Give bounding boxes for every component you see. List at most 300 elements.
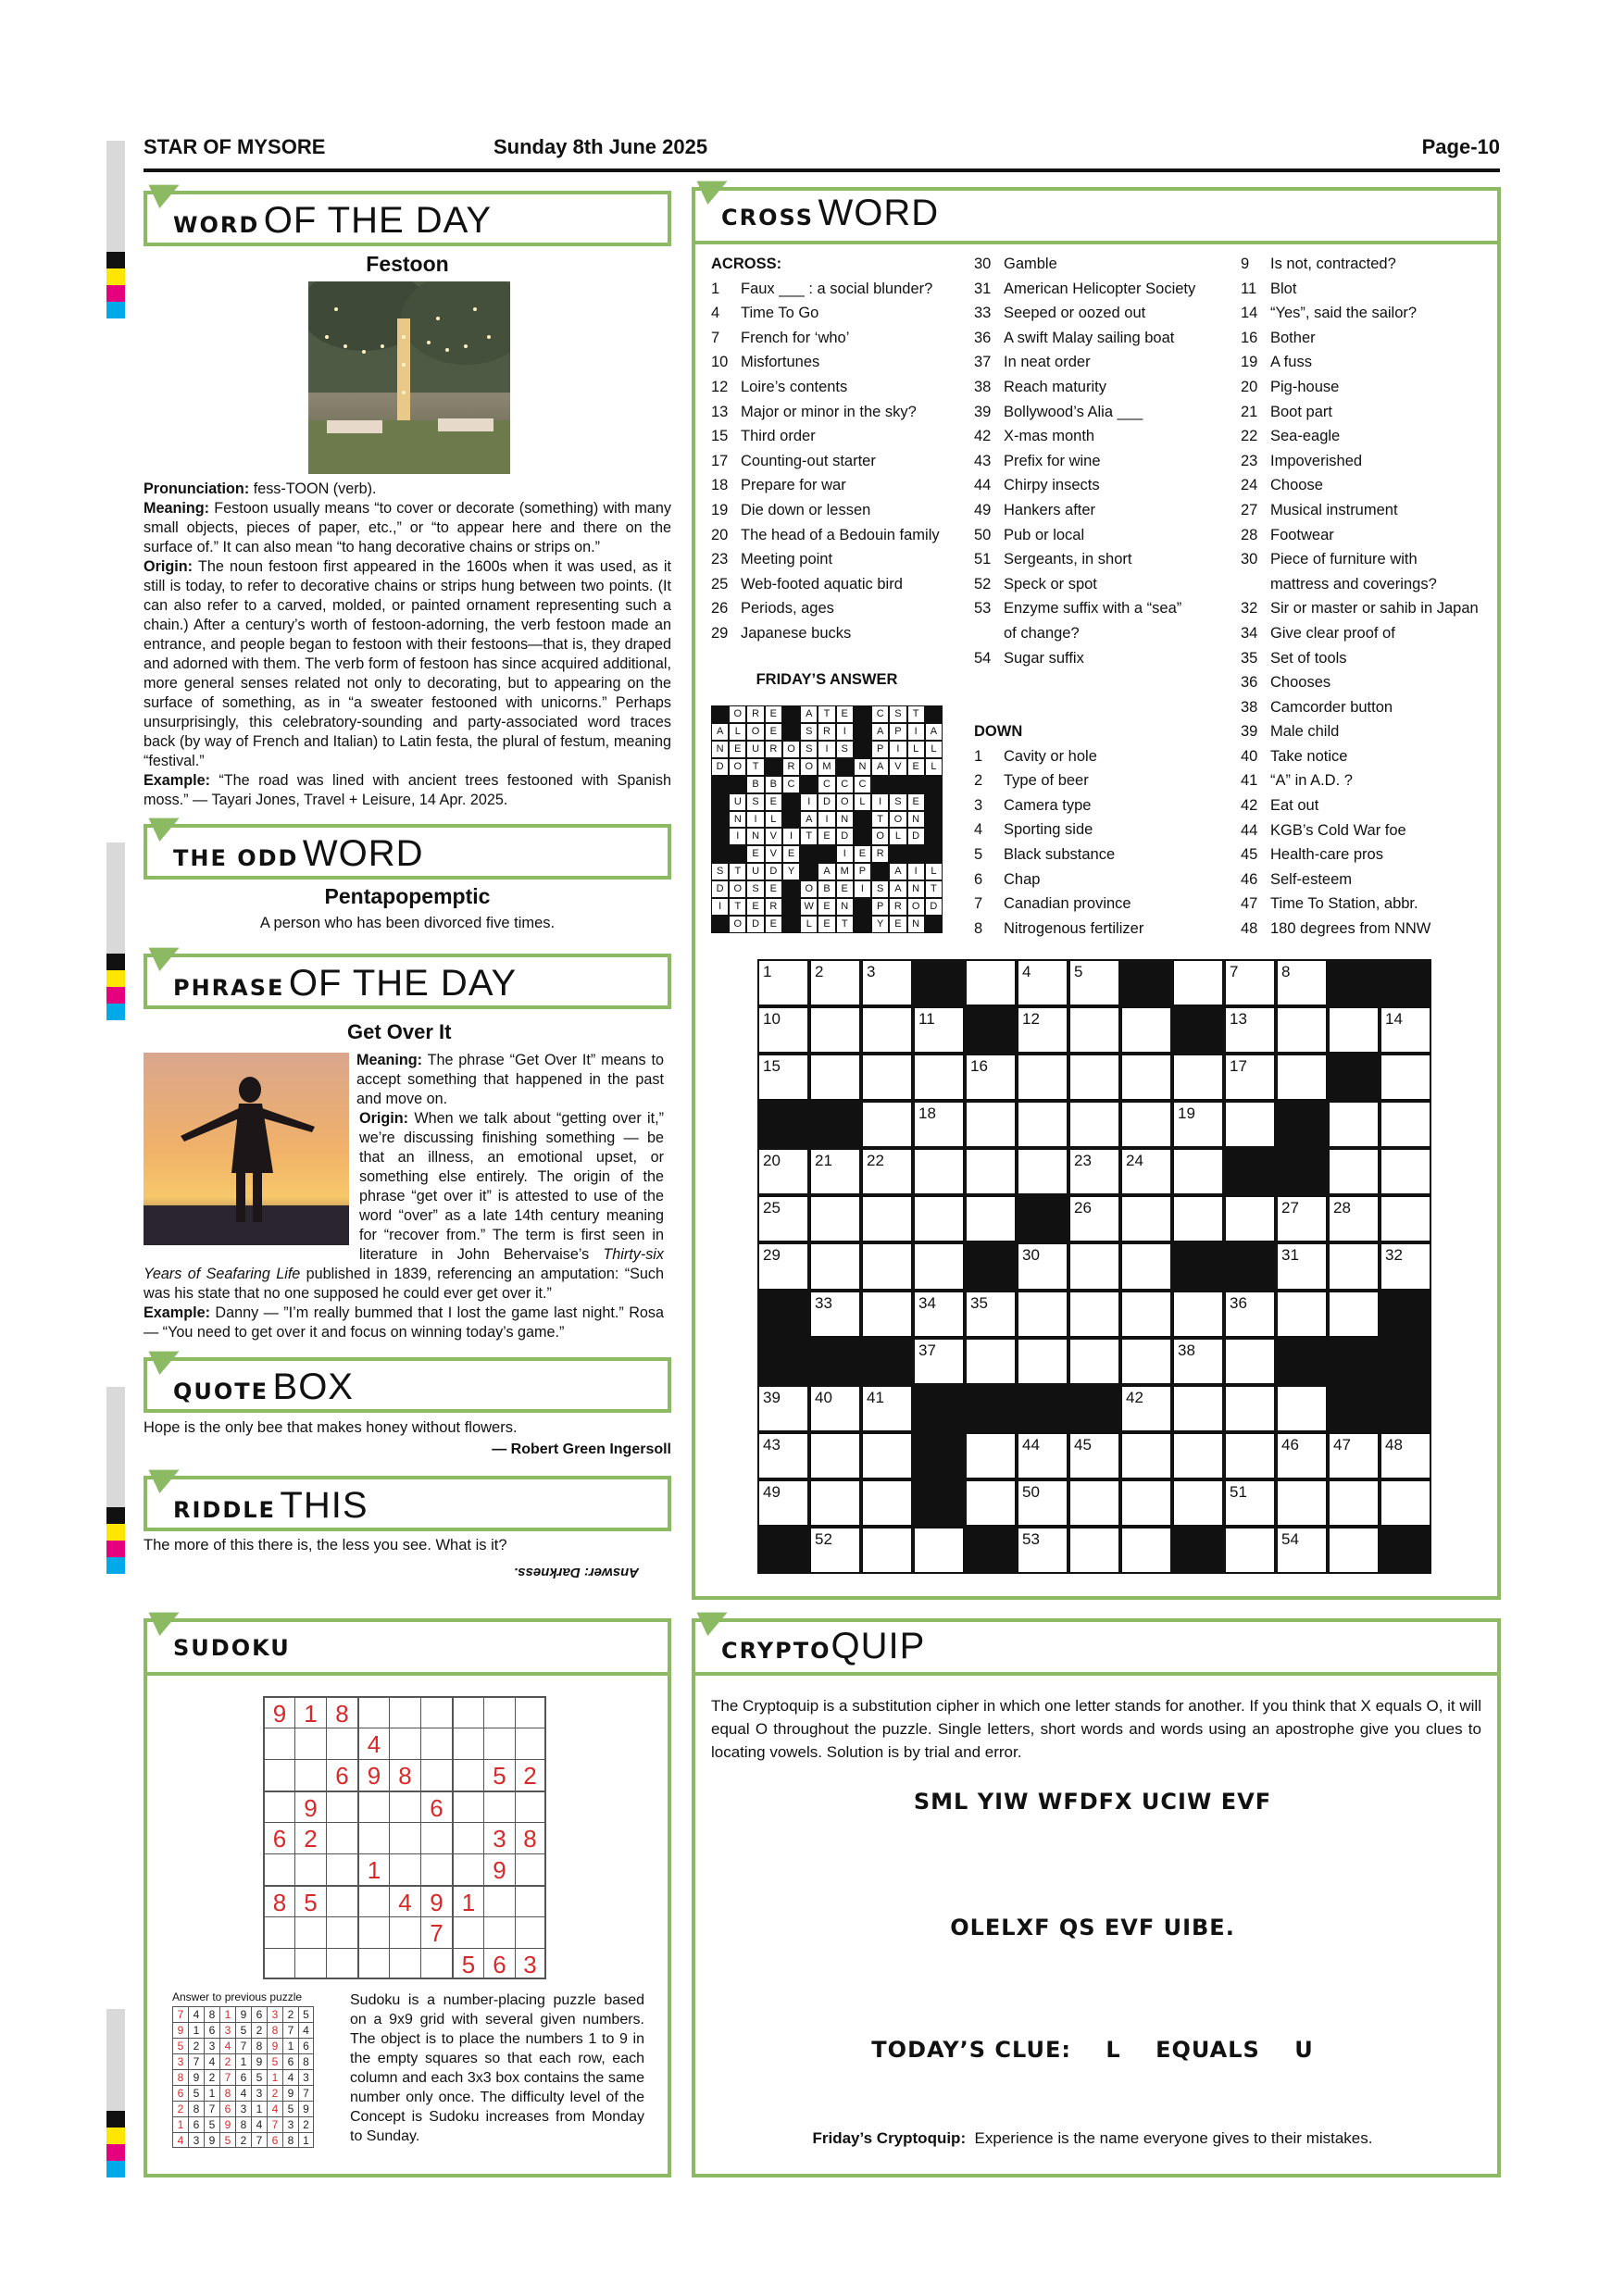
clue-number: 4 [974,821,983,839]
clue-text: Hankers after [1004,501,1096,518]
clue-item [1241,892,1500,917]
sudoku-cell[interactable]: 6 [326,1759,357,1791]
clue-number: 18 [711,477,729,494]
sudoku-cell[interactable] [483,1791,515,1822]
sudoku-cell[interactable]: 1 [452,1885,483,1916]
crossword-cell[interactable] [915,1055,963,1099]
answer-block [783,917,799,932]
clue-item [1241,719,1500,744]
previous-sudoku-cell: 8 [188,2101,204,2116]
sudoku-cell[interactable] [420,1853,452,1885]
sudoku-cell[interactable] [389,1728,420,1759]
crossword-cell[interactable] [967,1150,1015,1193]
crossword-cell[interactable]: 20 [759,1150,807,1193]
sudoku-cell[interactable] [483,1885,515,1916]
crossword-cell[interactable] [863,1481,911,1525]
sudoku-cell[interactable]: 4 [357,1728,389,1759]
crossword-cell[interactable] [915,1529,963,1572]
crossword-cell[interactable]: 35 [967,1292,1015,1336]
crossword-cell[interactable] [1174,1481,1222,1525]
crossword-cell[interactable] [1174,1292,1222,1336]
crossword-cell[interactable]: 54 [1278,1529,1326,1572]
crossword-cell[interactable]: 19 [1174,1103,1222,1146]
crossword-cell[interactable] [915,1150,963,1193]
clue-text: Die down or lessen [741,501,871,518]
crossword-cell[interactable] [1330,1292,1378,1336]
clue-text: X-mas month [1004,428,1095,445]
crossword-cell[interactable]: 37 [915,1340,963,1383]
sudoku-cell[interactable]: 8 [263,1885,294,1916]
previous-sudoku-cell: 1 [235,2053,251,2069]
sudoku-cell[interactable]: 9 [483,1853,515,1885]
crossword-cell[interactable] [1070,1008,1118,1052]
sudoku-cell[interactable] [452,1791,483,1822]
clue-item [1241,670,1500,695]
crossword-cell[interactable] [1018,1150,1067,1193]
sudoku-cell[interactable] [389,1696,420,1728]
crossword-cell[interactable]: 18 [915,1103,963,1146]
clue-item [1241,744,1500,769]
sudoku-cell[interactable] [483,1696,515,1728]
crossword-cell[interactable] [811,1434,859,1478]
crossword-cell[interactable]: 42 [1122,1387,1170,1430]
crossword-cell[interactable] [1381,1197,1430,1241]
quote-title-box [144,1357,671,1413]
crossword-cell[interactable] [1122,1529,1170,1572]
sudoku-cell[interactable] [452,1916,483,1948]
crossword-cell[interactable] [811,1008,859,1052]
crossword-cell[interactable] [1278,1008,1326,1052]
crossword-cell[interactable] [1381,1150,1430,1193]
sudoku-cell[interactable]: 7 [420,1916,452,1948]
sudoku-cell[interactable] [389,1822,420,1853]
sudoku-cell[interactable]: 5 [294,1885,326,1916]
crossword-cell[interactable]: 40 [811,1387,859,1430]
origin-label: Origin: [144,558,194,575]
sudoku-cell[interactable] [326,1948,357,1979]
answer-block [855,812,870,828]
sudoku-cell[interactable] [515,1696,546,1728]
crossword-cell[interactable]: 43 [759,1434,807,1478]
sudoku-cell[interactable] [389,1853,420,1885]
crossword-cell[interactable] [1174,1197,1222,1241]
clue-item [1241,449,1500,474]
clue-text: mattress and coverings? [1270,575,1437,593]
crossword-cell[interactable] [1070,1292,1118,1336]
sudoku-cell[interactable]: 1 [357,1853,389,1885]
crossword-cell[interactable]: 15 [759,1055,807,1099]
previous-sudoku-cell: 3 [172,2053,188,2069]
crossword-cell[interactable]: 23 [1070,1150,1118,1193]
sudoku-cell[interactable] [263,1916,294,1948]
crossword-cell[interactable]: 13 [1226,1008,1274,1052]
crossword-cell[interactable] [967,1434,1015,1478]
clue-text: Prefix for wine [1004,452,1101,469]
crossword-cell[interactable] [1278,1055,1326,1099]
sudoku-cell[interactable]: 9 [294,1791,326,1822]
answer-cell: L [926,864,942,880]
crossword-cell[interactable]: 27 [1278,1197,1326,1241]
crossword-cell[interactable] [1174,1434,1222,1478]
sudoku-cell[interactable]: 5 [483,1759,515,1791]
sudoku-cell[interactable]: 8 [389,1759,420,1791]
answer-cell: T [801,829,817,844]
sudoku-cell[interactable] [483,1728,515,1759]
crossword-cell[interactable]: 14 [1381,1008,1430,1052]
sudoku-cell[interactable]: 5 [452,1948,483,1979]
sudoku-cell[interactable] [326,1791,357,1822]
crossword-cell[interactable] [1174,1387,1222,1430]
crossword-cell[interactable] [1226,1197,1274,1241]
sudoku-cell[interactable] [326,1916,357,1948]
clue-item [974,301,1224,326]
crossword-cell[interactable] [1122,1292,1170,1336]
sudoku-cell[interactable] [263,1728,294,1759]
sudoku-cell[interactable]: 2 [515,1759,546,1791]
clue-text: Take notice [1270,747,1348,765]
sudoku-cell[interactable] [515,1853,546,1885]
clue-item [974,252,1224,277]
sudoku-cell[interactable] [420,1759,452,1791]
crossword-cell[interactable] [1122,1197,1170,1241]
answer-cell: R [890,899,906,915]
previous-sudoku-cell: 7 [298,2085,314,2101]
answer-cell: N [908,917,924,932]
crossword-cell[interactable] [1330,1103,1378,1146]
crossword-cell[interactable] [1070,1103,1118,1146]
answer-block [855,829,870,844]
crossword-cell[interactable]: 26 [1070,1197,1118,1241]
sudoku-cell[interactable] [389,1916,420,1948]
crossword-cell[interactable]: 44 [1018,1434,1067,1478]
crossword-cell[interactable]: 25 [759,1197,807,1241]
crossword-block [863,1340,911,1383]
sudoku-cell[interactable] [294,1728,326,1759]
sudoku-cell[interactable] [357,1822,389,1853]
clue-item [711,424,961,449]
crossword-cell[interactable] [1070,1529,1118,1572]
sudoku-cell[interactable] [326,1853,357,1885]
sudoku-cell[interactable] [420,1948,452,1979]
crossword-cell[interactable] [967,1481,1015,1525]
sudoku-cell[interactable] [326,1885,357,1916]
clue-number: 40 [1241,747,1258,765]
crossword-cell[interactable] [1122,1055,1170,1099]
crossword-cell[interactable] [1278,1481,1326,1525]
sudoku-cell[interactable] [357,1916,389,1948]
crossword-cell[interactable] [1122,1481,1170,1525]
sudoku-cell[interactable] [420,1728,452,1759]
crossword-cell[interactable] [1381,1103,1430,1146]
sudoku-cell[interactable]: 1 [294,1696,326,1728]
previous-sudoku-cell: 2 [298,2116,314,2132]
sudoku-cell[interactable] [294,1916,326,1948]
crossword-cell[interactable] [863,1055,911,1099]
crossword-cell[interactable]: 8 [1278,961,1326,1004]
clue-item [974,326,1224,351]
answer-cell: M [837,864,853,880]
crossword-cell[interactable] [811,1197,859,1241]
previous-sudoku-cell: 9 [267,2038,282,2053]
crossword-cell[interactable]: 2 [811,961,859,1004]
crossword-cell[interactable]: 3 [863,961,911,1004]
previous-sudoku-cell: 9 [251,2053,267,2069]
crossword-cell[interactable] [1122,1244,1170,1288]
clue-item [711,301,961,326]
clue-text: Camcorder button [1270,698,1393,716]
crossword-title-box [695,191,1497,244]
crossword-cell[interactable] [1226,1340,1274,1383]
crossword-cell[interactable] [915,1197,963,1241]
section-title-small: QUOTE [173,1379,269,1404]
sudoku-cell[interactable] [515,1916,546,1948]
crossword-cell[interactable]: 53 [1018,1529,1067,1572]
crossword-cell[interactable]: 51 [1226,1481,1274,1525]
crossword-cell[interactable] [1226,1529,1274,1572]
crossword-cell[interactable]: 22 [863,1150,911,1193]
sudoku-cell[interactable] [357,1791,389,1822]
sudoku-cell[interactable] [326,1822,357,1853]
sudoku-cell[interactable] [294,1948,326,1979]
crossword-cell[interactable] [863,1244,911,1288]
sudoku-cell[interactable] [452,1853,483,1885]
crossword-block [1018,1387,1067,1430]
crossword-cell[interactable] [1018,1340,1067,1383]
clue-text: Bollywood’s Alia ___ [1004,403,1143,420]
sudoku-cell[interactable] [389,1791,420,1822]
crossword-cell[interactable]: 50 [1018,1481,1067,1525]
crossword-cell[interactable] [1330,1529,1378,1572]
crossword-cell[interactable] [863,1292,911,1336]
sudoku-cell[interactable]: 6 [483,1948,515,1979]
sudoku-cell[interactable] [294,1759,326,1791]
crossword-cell[interactable]: 17 [1226,1055,1274,1099]
previous-sudoku-cell: 2 [204,2069,219,2085]
clue-item [1241,375,1500,400]
answer-cell: C [818,777,834,792]
clue-number: 29 [711,624,729,642]
sudoku-cell[interactable] [263,1759,294,1791]
sudoku-cell[interactable] [263,1948,294,1979]
answer-cell: A [801,706,817,722]
sudoku-cell[interactable] [357,1885,389,1916]
clue-item [1241,400,1500,425]
crossword-cell[interactable]: 45 [1070,1434,1118,1478]
crossword-cell[interactable]: 49 [759,1481,807,1525]
crossword-cell[interactable] [1330,1150,1378,1193]
crossword-cell[interactable]: 11 [915,1008,963,1052]
sudoku-cell[interactable] [263,1791,294,1822]
crossword-cell[interactable]: 29 [759,1244,807,1288]
answer-block [926,846,942,862]
answer-cell: E [747,899,763,915]
crossword-cell[interactable] [811,1481,859,1525]
crossword-cell[interactable]: 48 [1381,1434,1430,1478]
crossword-block [1330,961,1378,1004]
crossword-cell[interactable] [1122,1103,1170,1146]
sudoku-cell[interactable]: 6 [263,1822,294,1853]
crossword-cell[interactable] [967,1340,1015,1383]
clue-number: 4 [711,305,720,322]
clue-text: Is not, contracted? [1270,256,1396,272]
answer-cell: D [908,829,924,844]
crossword-cell[interactable]: 24 [1122,1150,1170,1193]
crossword-cell[interactable] [863,1197,911,1241]
crossword-cell[interactable]: 7 [1226,961,1274,1004]
crossword-cell[interactable]: 36 [1226,1292,1274,1336]
crossword-cell[interactable] [1018,1103,1067,1146]
crossword-cell[interactable]: 41 [863,1387,911,1430]
crossword-cell[interactable] [1174,1055,1222,1099]
crossword-cell[interactable] [811,1055,859,1099]
clue-number: 37 [974,354,992,371]
crossword-cell[interactable] [1278,1292,1326,1336]
crossword-block [915,1481,963,1525]
clue-item [1241,277,1500,302]
crossword-cell[interactable] [1226,1434,1274,1478]
crossword-cell[interactable] [967,961,1015,1004]
crossword-cell[interactable] [915,1244,963,1288]
crossword-cell[interactable]: 39 [759,1387,807,1430]
crossword-cell[interactable] [1122,1434,1170,1478]
answer-block [926,917,942,932]
sudoku-cell[interactable]: 9 [357,1759,389,1791]
clue-text: Type of beer [1004,772,1089,790]
previous-sudoku-cell: 4 [235,2085,251,2101]
meaning-label: Meaning: [356,1052,423,1068]
crossword-cell[interactable] [863,1008,911,1052]
previous-sudoku-cell: 3 [251,2085,267,2101]
crossword-cell[interactable] [967,1103,1015,1146]
answer-block [890,846,906,862]
clue-item [1241,252,1500,277]
answer-cell: E [730,742,745,757]
crossword-cell[interactable]: 16 [967,1055,1015,1099]
friday-cryptoquip-text: Experience is the name everyone gives to their mistakes. [966,2129,1373,2147]
sudoku-cell[interactable] [452,1759,483,1791]
crossword-cell[interactable] [1070,1244,1118,1288]
sudoku-cell[interactable] [357,1948,389,1979]
crossword-cell[interactable] [1070,1481,1118,1525]
crossword-cell[interactable] [1330,1244,1378,1288]
sudoku-cell[interactable]: 3 [483,1822,515,1853]
crossword-cell[interactable] [1278,1387,1326,1430]
crossword-cell[interactable] [1174,961,1222,1004]
crossword-cell[interactable]: 33 [811,1292,859,1336]
clue-text: “A” in A.D. ? [1270,772,1353,790]
crossword-cell[interactable]: 38 [1174,1340,1222,1383]
crossword-cell[interactable]: 4 [1018,961,1067,1004]
clue-number: 26 [711,600,729,618]
sudoku-cell[interactable] [515,1885,546,1916]
answer-cell: T [872,812,888,828]
crossword-cell[interactable]: 30 [1018,1244,1067,1288]
sudoku-cell[interactable] [263,1853,294,1885]
crossword-cell[interactable] [1122,1340,1170,1383]
crossword-cell[interactable]: 12 [1018,1008,1067,1052]
crossword-cell[interactable] [1122,1008,1170,1052]
clue-text: Reach maturity [1004,378,1106,395]
crossword-cell[interactable] [1174,1150,1222,1193]
previous-sudoku-cell: 8 [267,2022,282,2038]
crossword-cell[interactable] [1018,1055,1067,1099]
crossword-cell[interactable]: 10 [759,1008,807,1052]
answer-cell: V [766,846,781,862]
crossword-cell[interactable]: 46 [1278,1434,1326,1478]
crossword-cell[interactable] [967,1197,1015,1241]
crossword-cell[interactable]: 5 [1070,961,1118,1004]
sudoku-cell[interactable] [483,1916,515,1948]
crossword-cell[interactable] [1330,1008,1378,1052]
sudoku-cell[interactable]: 4 [389,1885,420,1916]
sudoku-cell[interactable] [515,1791,546,1822]
word-of-day-body [144,480,671,810]
sudoku-cell[interactable]: 6 [420,1791,452,1822]
sudoku-cell[interactable] [389,1948,420,1979]
crossword-cell[interactable]: 32 [1381,1244,1430,1288]
sudoku-cell[interactable] [420,1822,452,1853]
sudoku-cell[interactable] [326,1728,357,1759]
answer-cell: N [730,812,745,828]
sudoku-cell[interactable] [515,1728,546,1759]
clue-number: 49 [974,501,992,518]
crossword-cell[interactable] [1226,1103,1274,1146]
crossword-cell[interactable]: 34 [915,1292,963,1336]
crossword-block [1381,1529,1430,1572]
crossword-cell[interactable] [863,1103,911,1146]
crossword-cell[interactable] [863,1529,911,1572]
sudoku-cell[interactable] [420,1696,452,1728]
answer-cell: L [855,794,870,810]
crossword-cell[interactable]: 31 [1278,1244,1326,1288]
sudoku-cell[interactable]: 9 [420,1885,452,1916]
previous-sudoku-cell: 3 [267,2006,282,2022]
crossword-cell[interactable]: 1 [759,961,807,1004]
sudoku-cell[interactable] [452,1728,483,1759]
crossword-cell[interactable] [811,1244,859,1288]
crossword-cell[interactable] [1018,1292,1067,1336]
crossword-cell[interactable]: 28 [1330,1197,1378,1241]
answer-cell: U [730,794,745,810]
sudoku-cell[interactable]: 2 [294,1822,326,1853]
crossword-cell[interactable] [1070,1340,1118,1383]
crossword-cell[interactable] [1381,1055,1430,1099]
crossword-cell[interactable] [1226,1387,1274,1430]
crossword-block [811,1340,859,1383]
crossword-cell[interactable]: 52 [811,1529,859,1572]
origin-text-end: published in 1839, referencing an amputation: “Such was his state that no one supposed he could ever get over it.” [144,1266,665,1302]
crossword-cell[interactable] [1330,1481,1378,1525]
sudoku-cell[interactable] [452,1696,483,1728]
sudoku-cell[interactable]: 8 [326,1696,357,1728]
crossword-cell[interactable]: 47 [1330,1434,1378,1478]
sudoku-cell[interactable]: 8 [515,1822,546,1853]
sudoku-cell[interactable]: 3 [515,1948,546,1979]
sudoku-cell[interactable] [357,1696,389,1728]
crossword-cell[interactable] [863,1434,911,1478]
sudoku-cell[interactable] [294,1853,326,1885]
down-label: DOWN [974,723,1023,741]
crossword-cell[interactable] [1381,1481,1430,1525]
answer-cell: M [818,759,834,775]
crossword-cell[interactable] [1070,1055,1118,1099]
answer-cell: I [712,899,728,915]
crossword-cell[interactable]: 21 [811,1150,859,1193]
sudoku-cell[interactable]: 9 [263,1696,294,1728]
clue-text: Pub or local [1004,526,1085,543]
answer-cell: E [890,917,906,932]
sudoku-cell[interactable] [452,1822,483,1853]
